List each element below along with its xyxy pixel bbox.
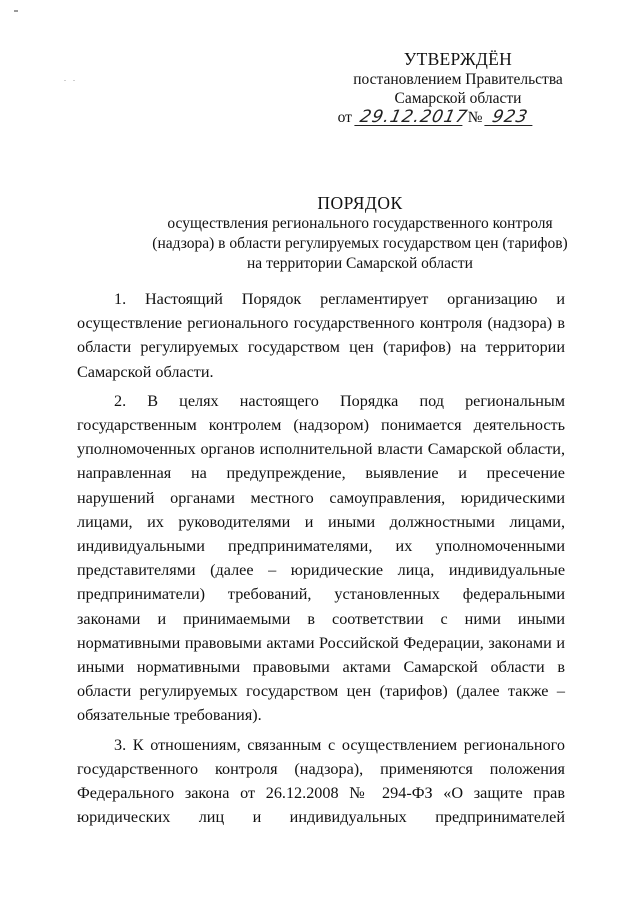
date-prefix: от [337, 109, 352, 126]
title-line-3: на территории Самарской области [247, 255, 473, 272]
paragraph-2: 2. В целях настоящего Порядка под региональным государственным контролем (надзором) понимается деятельность уполномоченных органов исполнительной власти Самарской области, направленная на предупреждение, выявление и пресечение нарушений органами местного самоуправления, юридическими лицами, их руководителями и иными должностными лицами, индивидуальными предпринимателями, их уполномоченными представителями (далее – юридические лица, индивидуальные предприниматели) требований, установленных федеральными законами и принимаемыми в соответствии с ними иными нормативными правовыми актами Российской Федерации, законами и иными нормативными правовыми актами Самарской области в области регулируемых государством цен (тарифов) (далее также – обязательные требования). [77, 391, 565, 725]
title-line-1: осуществления регионального государственного контроля [167, 215, 553, 232]
approval-block [300, 48, 616, 127]
paragraph-1: 1. Настоящий Порядок регламентирует организацию и осуществление регионального государственного контроля (надзора) в области регулируемых государством цен (тарифов) на территории Самарской области. [77, 290, 565, 381]
approval-date-line [278, 108, 594, 127]
approval-heading: УТВЕРЖДЁН [403, 49, 513, 69]
title-line-2: (надзора) в области регулируемых государством цен (тарифов) [152, 235, 568, 252]
scan-speck [73, 80, 75, 81]
handwritten-number: 923 [485, 110, 536, 126]
document-title-block [60, 192, 640, 274]
document-body [77, 287, 565, 834]
number-prefix: № [467, 109, 483, 126]
approval-line-1: постановлением Правительства [353, 71, 563, 88]
scan-speck [64, 80, 66, 81]
scan-speck [14, 10, 18, 12]
paragraph-3: 3. К отношениям, связанным с осуществлением регионального государственного контроля (надзора), применяются положения Федерального закона от 26.12.2008 № 294-ФЗ «О защите прав юридических лиц и индивидуальных предпринимателей [77, 735, 565, 827]
approval-line-2: Самарской области [394, 90, 522, 107]
handwritten-date: 29.12.2017 [354, 110, 465, 126]
document-title: ПОРЯДОК [317, 193, 403, 213]
